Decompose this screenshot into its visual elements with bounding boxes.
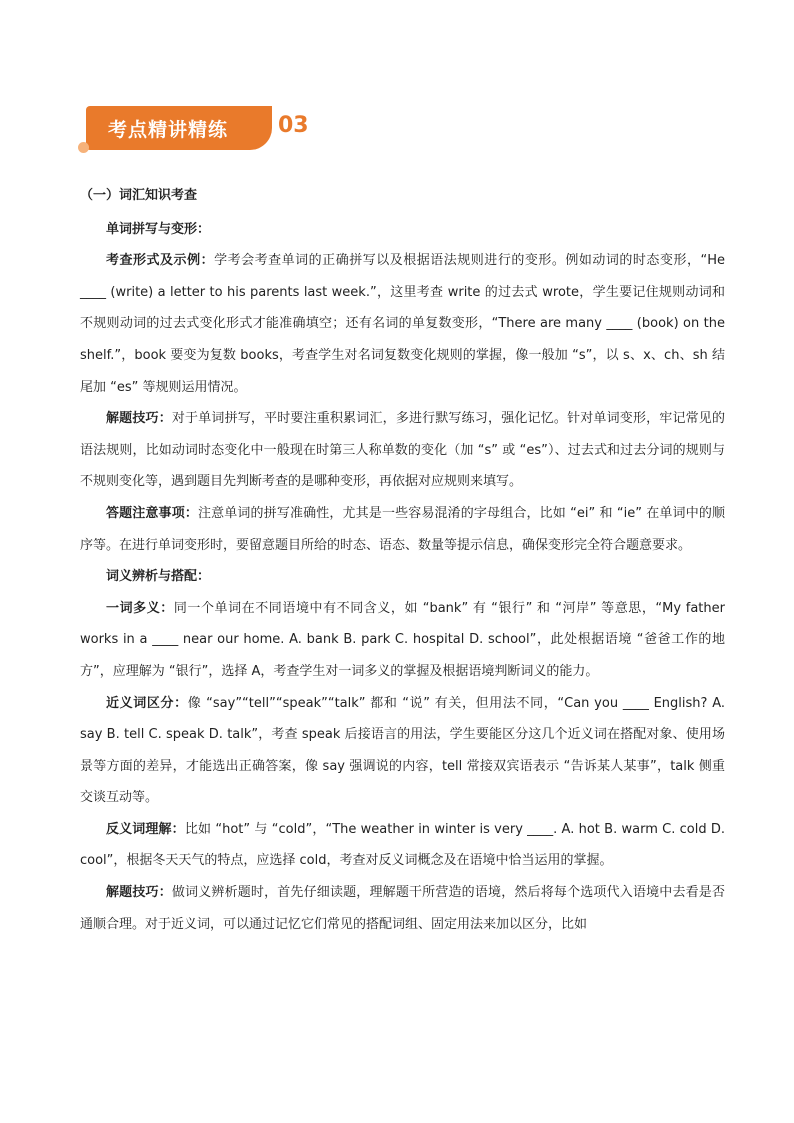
document-body: [80, 180, 725, 940]
text-synonym: 像 “say”“tell”“speak”“talk” 都和 “说” 有关，但用法不同，“Can you ____ English? A. say B. tell C. speak D. talk”，考查 speak 后接语言的用法，学生要能区分这几个近义词在搭配对象、使用场景等方面的差异，才能选出正确答案，像 say 强调说的内容，tell 常接双宾语表示 “告诉某人某事”，talk 侧重交谈互动等。: [80, 695, 725, 806]
banner-number: 03: [278, 113, 309, 138]
banner-dot-decoration: [78, 142, 89, 153]
text-tips: 对于单词拼写，平时要注重积累词汇，多进行默写练习，强化记忆。针对单词变形，牢记常见的语法规则，比如动词时态变化中一般现在时第三人称单数的变化（加 “s” 或 “es”）、过去式和过去分词的规则与不规则变化等，遇到题目先判断考查的是哪种变形，再依据对应规则来填写。: [80, 411, 725, 490]
section-title: （一）词汇知识考查: [80, 188, 198, 203]
label-synonym: 近义词区分：: [106, 695, 188, 711]
text-notes: 注意单词的拼写准确性，尤其是一些容易混淆的字母组合，比如 “ei” 和 “ie” 在单词中的顺序等。在进行单词变形时，要留意题目所给的时态、语态、数量等提示信息，确保变形完全符合题意要求。: [80, 505, 725, 553]
paragraph-notes: [80, 498, 725, 561]
banner-title: 考点精讲精练: [108, 119, 229, 141]
label-polysemy: 一词多义：: [106, 600, 174, 616]
paragraph-meaning-tips: [80, 877, 725, 940]
text-meaning-tips: 做词义辨析题时，首先仔细读题，理解题干所营造的语境，然后将每个选项代入语境中去看是否通顺合理。对于近义词，可以通过记忆它们常见的搭配词组、固定用法来加以区分，比如: [80, 885, 725, 932]
label-antonym: 反义词理解：: [106, 821, 185, 837]
paragraph-synonym: [80, 688, 725, 814]
paragraph-spelling-tips: [80, 403, 725, 498]
subtitle-spelling: 单词拼写与变形：: [106, 221, 211, 237]
text-form: 学考会考查单词的正确拼写以及根据语法规则进行的变形。例如动词的时态变形，“He ____ (write) a letter to his parents last week.”，这里考查 write 的过去式 wrote，学生要记住规则动词和不规则动词的过去式变化形式才能准确填空；还有名词的单复数变形，“There are many ____ (book) on the shelf.”，book 要变为复数 books，考查学生对名词复数变化规则的掌握，像一般加 “s”，以 s、x、ch、sh 结尾加 “es” 等规则运用情况。: [80, 253, 725, 395]
label-tips: 解题技巧：: [106, 411, 172, 427]
paragraph-antonym: [80, 814, 725, 877]
text-antonym: 比如 “hot” 与 “cold”，“The weather in winter is very ____. A. hot B. warm C. cold D. cool”，根据冬天天气的特点，应选择 cold，考查对反义词概念及在语境中恰当运用的掌握。: [80, 821, 725, 869]
label-meaning-tips: 解题技巧：: [106, 885, 172, 901]
text-polysemy: 同一个单词在不同语境中有不同含义，如 “bank” 有 “银行” 和 “河岸” 等意思，“My father works in a ____ near our home. A. bank B. park C. hospital D. school”，此处根据语境 “爸爸工作的地方”，应理解为 “银行”，选择 A，考查学生对一词多义的掌握及根据语境判断词义的能力。: [80, 600, 725, 679]
section-banner: [78, 104, 318, 156]
paragraph-form-examples: [80, 245, 725, 403]
subtitle-meaning: 词义辨析与搭配：: [106, 569, 211, 585]
label-form: 考查形式及示例：: [106, 253, 215, 269]
label-notes: 答题注意事项：: [106, 505, 198, 521]
paragraph-polysemy: [80, 593, 725, 688]
